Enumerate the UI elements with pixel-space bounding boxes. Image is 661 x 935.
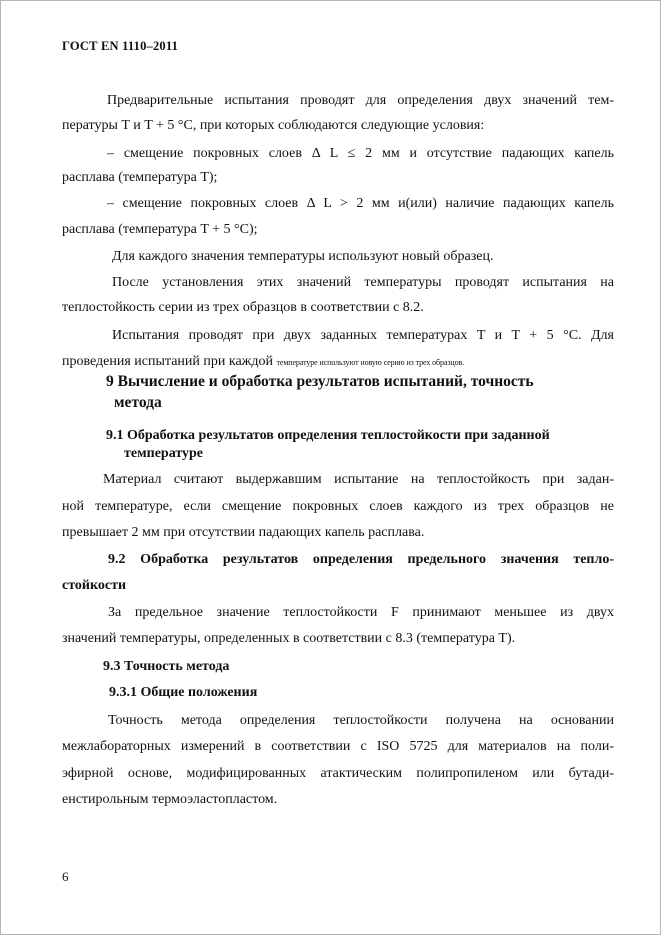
tiny-text: температуре используют новую серию из трех образцов.	[276, 358, 465, 367]
paragraph-line: расплава (температура T);	[62, 170, 218, 185]
list-item: – смещение покровных слоев Δ L > 2 мм и(или) наличие падающих капель	[107, 196, 614, 211]
paragraph-line: теплостойкость серии из трех образцов в соответствии с 8.2.	[62, 300, 424, 315]
list-item: – смещение покровных слоев Δ L ≤ 2 мм и отсутствие падающих капель	[107, 146, 614, 161]
paragraph-line: Для каждого значения температуры используют новый образец.	[112, 249, 494, 264]
paragraph-line: Материал считают выдержавшим испытание на теплостойкость при задан-	[103, 472, 614, 487]
document-header: ГОСТ EN 1110–2011	[62, 39, 179, 53]
page-number: 6	[62, 869, 69, 884]
paragraph-line: Предварительные испытания проводят для определения двух значений тем-	[107, 93, 614, 108]
paragraph-text: проведения испытаний при каждой	[62, 354, 273, 369]
paragraph-line: межлабораторных измерений в соответствии с ISO 5725 для материалов на поли-	[62, 739, 614, 754]
paragraph-line: За предельное значение теплостойкости F принимают меньшее из двух	[108, 605, 614, 620]
paragraph-line: Точность метода определения теплостойкости получена на основании	[108, 713, 614, 728]
paragraph-line	[62, 354, 464, 371]
paragraph-line: пературы T и T + 5 °С, при которых соблюдаются следующие условия:	[62, 118, 485, 133]
paragraph-line: эфирной основе, модифицированных атактическим полипропиленом или бутади-	[62, 766, 614, 781]
subsection-heading: 9.3.1 Общие положения	[109, 685, 258, 700]
section-heading: 9 Вычисление и обработка результатов испытаний, точность	[106, 373, 534, 390]
paragraph-line: ной температуре, если смещение покровных слоев каждого из трех образцов не	[62, 499, 614, 514]
subsection-heading: 9.3 Точность метода	[103, 659, 230, 674]
paragraph-line: После установления этих значений температуры проводят испытания на	[112, 275, 614, 290]
paragraph-line: расплава (температура T + 5 °С);	[62, 222, 258, 237]
subsection-heading: температуре	[124, 446, 204, 461]
paragraph-line: значений температуры, определенных в соответствии с 8.3 (температура T).	[62, 631, 516, 646]
subsection-heading: 9.2 Обработка результатов определения предельного значения тепло-	[108, 552, 614, 567]
section-heading: метода	[114, 394, 162, 411]
paragraph-line: Испытания проводят при двух заданных температурах T и T + 5 °С. Для	[112, 328, 614, 343]
paragraph-line: превышает 2 мм при отсутствии падающих капель расплава.	[62, 525, 425, 540]
subsection-heading: стойкости	[62, 578, 127, 593]
paragraph-line: енстирольным термоэластопластом.	[62, 792, 278, 807]
subsection-heading: 9.1 Обработка результатов определения теплостойкости при заданной	[106, 428, 550, 443]
